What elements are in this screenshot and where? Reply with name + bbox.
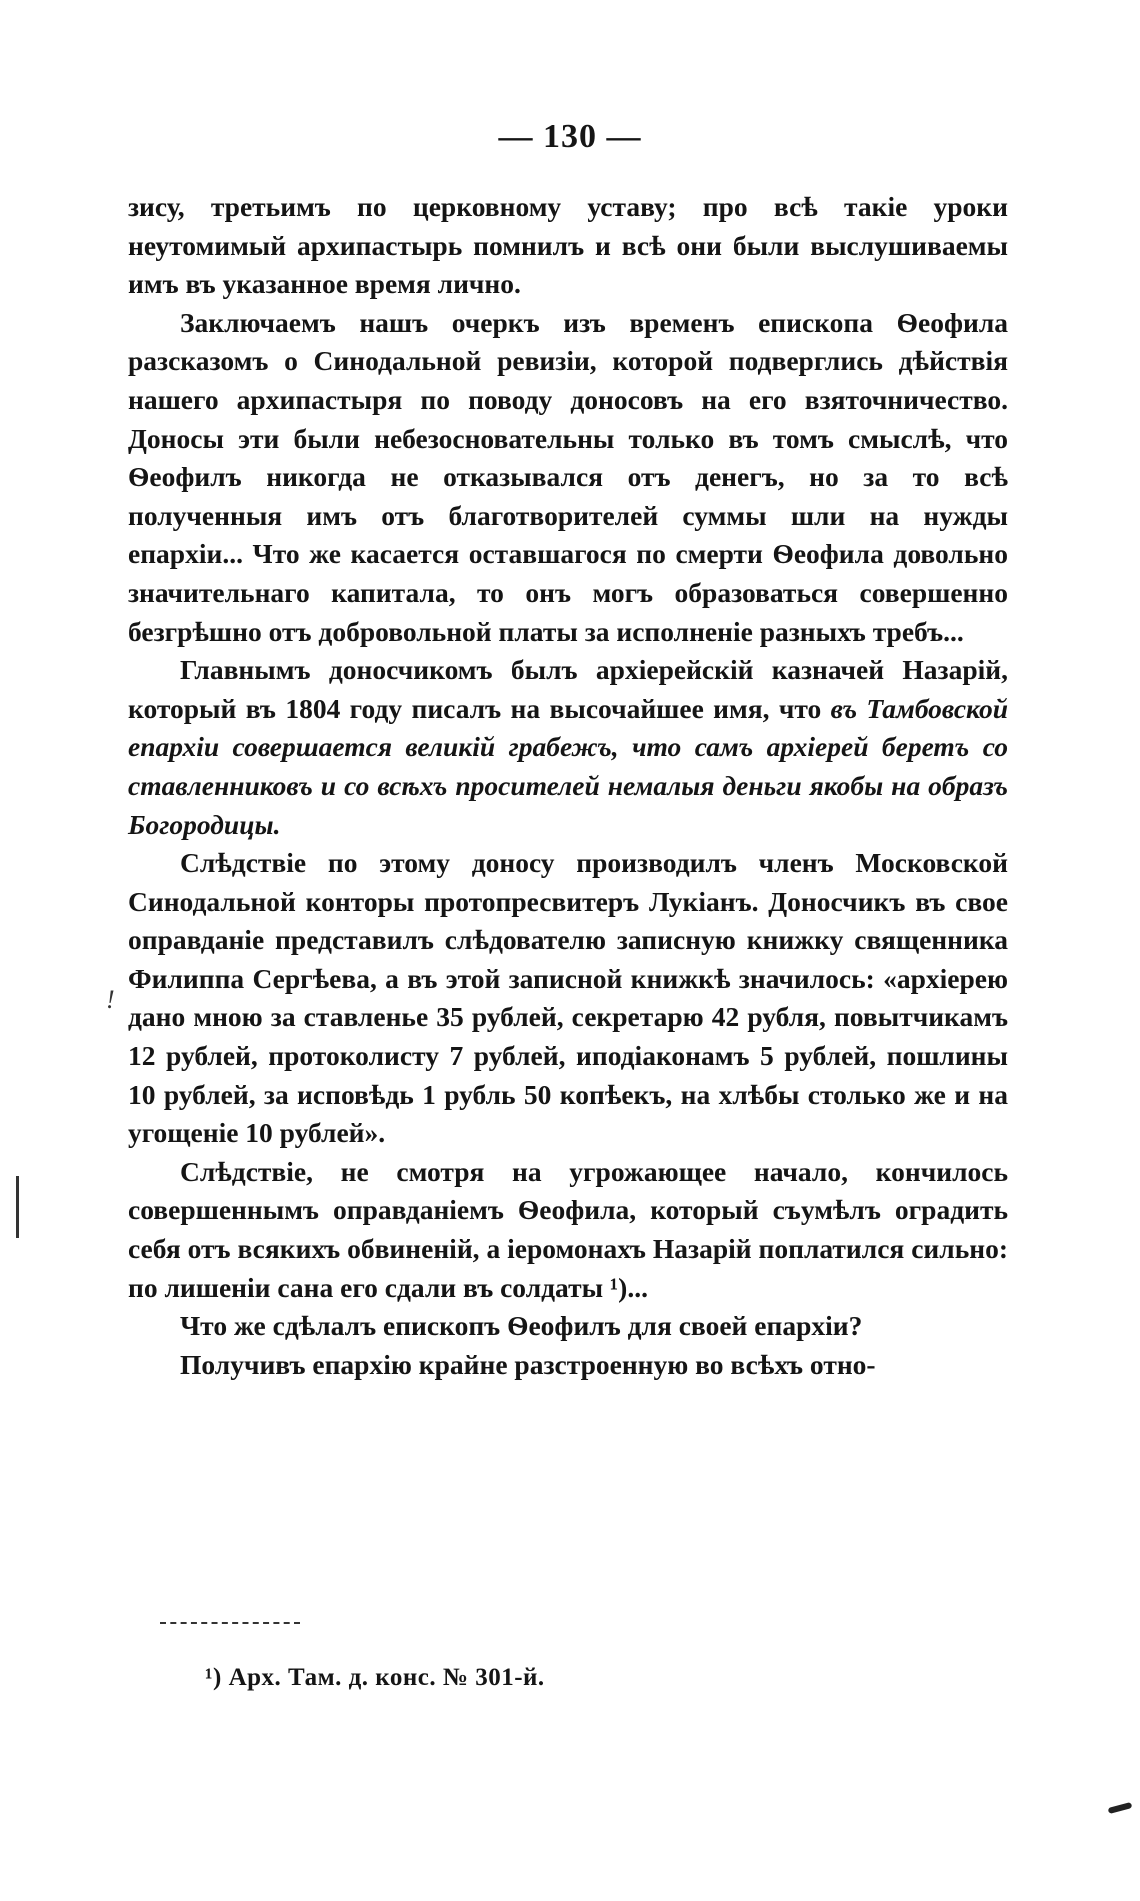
- paragraph-1: зису, третьимъ по церковному уставу; про всѣ такіе уроки неутомимый архипастырь помнилъ и всѣ они были выслушиваемы имъ въ указанное время лично.: [128, 191, 1008, 300]
- paragraph-3-italic-quote: въ Тамбовской епархіи совершается великій грабежъ, что самъ архіерей беретъ со ставленниковъ и со всѣхъ просителей немалыя деньги якобы на образъ Богородицы.: [128, 692, 1008, 840]
- footnote-divider: [160, 1622, 300, 1624]
- paragraph-7: Получивъ епархію крайне разстроенную во всѣхъ отно-: [180, 1348, 876, 1380]
- paragraph-6: Что же сдѣлалъ епископъ Ѳеофилъ для своей епархіи?: [180, 1310, 863, 1342]
- margin-exclamation-mark: !: [106, 985, 115, 1014]
- footnote: ¹) Арх. Там. д. конс. № 301-й.: [205, 1664, 545, 1691]
- paragraph-5: Слѣдствіе, не смотря на угрожающее начало, кончилось совершеннымъ оправданіемъ Ѳеофила, который съумѣлъ оградить себя отъ всякихъ обвиненій, а іеромонахъ Назарій поплатился сильно: по лишеніи сана его сдали въ солдаты ¹)...: [128, 1155, 1008, 1303]
- paragraph-3-plain: Главнымъ доносчикомъ былъ архіерейскій казначей Назарій, который въ 1804 году писалъ на высочайшее имя, что: [128, 654, 1008, 724]
- paragraph-2: Заключаемъ нашъ очеркъ изъ временъ епископа Ѳеофила разсказомъ о Синодальной ревизіи, которой подверглись дѣйствія нашего архипастыря по поводу доносовъ на его взяточничество. Доносы эти были небезосновательны только въ томъ смыслѣ, что Ѳеофилъ никогда не отказывался отъ денегъ, но за то всѣ полученныя имъ отъ благотворителей суммы шли на нужды епархіи... Что же касается оставшагося по смерти Ѳеофила довольно значительнаго капитала, то онъ могъ образоваться совершенно безгрѣшно отъ добровольной платы за исполненіе разныхъ требъ...: [128, 306, 1008, 647]
- page-number: — 130 —: [498, 118, 642, 155]
- body-text: [128, 188, 1008, 1384]
- margin-bar-mark: [16, 1176, 19, 1238]
- corner-ink-mark: [1108, 1802, 1133, 1814]
- paragraph-4: Слѣдствіе по этому доносу производилъ членъ Московской Синодальной конторы протопресвитеръ Лукіанъ. Доносчикъ въ свое оправданіе представилъ слѣдователю записную книжку священника Филиппа Сергѣева, а въ этой записной книжкѣ значилось: «архіерею дано мною за ставленье 35 рублей, секретарю 42 рубля, повытчикамъ 12 рублей, протоколисту 7 рублей, иподіаконамъ 5 рублей, пошлины 10 рублей, за исповѣдь 1 рубль 50 копѣекъ, на хлѣбы столько же и на угощеніе 10 рублей».: [128, 847, 1008, 1149]
- paragraph-3: [128, 651, 1008, 844]
